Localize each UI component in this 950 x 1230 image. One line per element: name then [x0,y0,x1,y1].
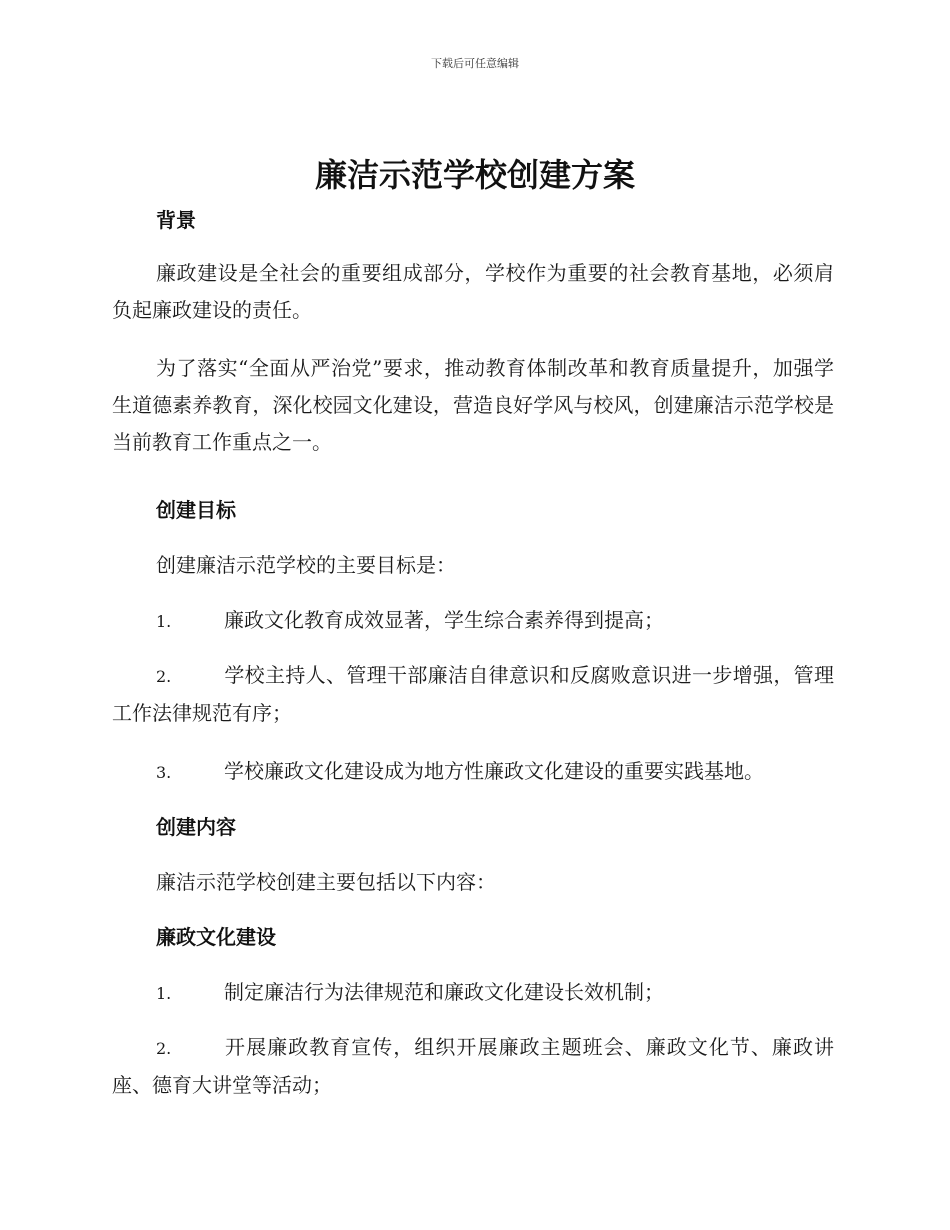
culture-item-number: 1. [156,984,172,1003]
background-paragraph-1: 廉政建设是全社会的重要组成部分，学校作为重要的社会教育基地，必须肩负起廉政建设的责任。 [112,261,834,322]
section-heading-culture: 廉政文化建设 [156,925,276,949]
document-title: 廉洁示范学校创建方案 [314,156,635,194]
goal-item-number: 2. [156,667,172,686]
goal-item-number: 3. [156,763,172,782]
goal-item-text: 学校廉政文化建设成为地方性廉政文化建设的重要实践基地。 [224,759,764,783]
culture-item-text: 制定廉洁行为法律规范和廉政文化建设长效机制； [224,980,664,1004]
background-paragraph-2: 为了落实“全面从严治党”要求，推动教育体制改革和教育质量提升，加强学生道德素养教育，深化校园文化建设，营造良好学风与校风，创建廉洁示范学校是当前教育工作重点之一。 [112,356,834,454]
content-intro: 廉洁示范学校创建主要包括以下内容： [156,870,496,894]
goal-item [112,602,834,640]
culture-item [112,1029,834,1104]
header-note: 下载后可任意编辑 [431,57,519,70]
goal-item-text: 廉政文化教育成效显著，学生综合素养得到提高； [224,608,664,632]
goal-item-number: 1. [156,612,172,631]
culture-item [112,974,834,1012]
section-heading-background: 背景 [156,208,196,232]
culture-item-text: 开展廉政教育宣传，组织开展廉政主题班会、廉政文化节、廉政讲座、德育大讲堂等活动； [112,1035,834,1097]
section-heading-goals: 创建目标 [156,498,236,522]
culture-item-number: 2. [156,1039,172,1058]
goals-intro: 创建廉洁示范学校的主要目标是： [156,553,456,577]
section-heading-content: 创建内容 [156,815,236,839]
goal-item [112,753,834,791]
goal-item [112,657,834,732]
goal-item-text: 学校主持人、管理干部廉洁自律意识和反腐败意识进一步增强，管理工作法律规范有序； [112,663,834,725]
